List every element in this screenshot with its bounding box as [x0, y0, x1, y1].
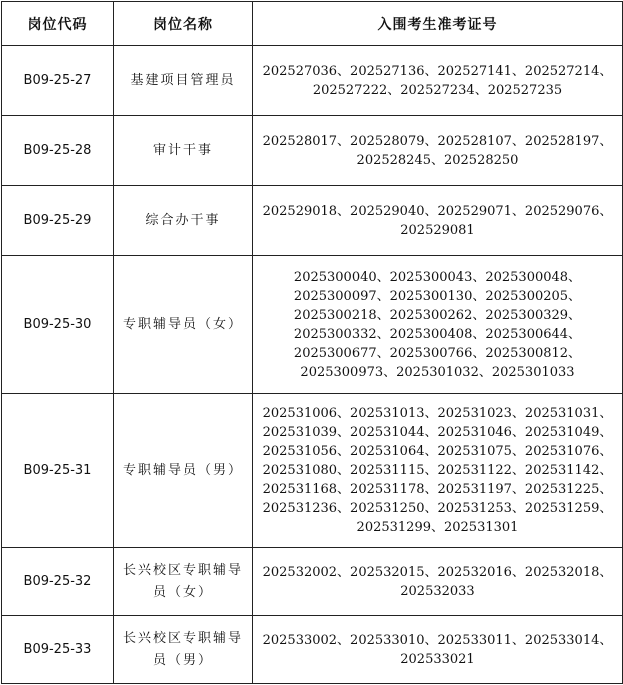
id-line: 202527222、202527234、202527235	[312, 82, 563, 98]
header-row	[2, 2, 623, 46]
position-code: B09-25-30	[2, 256, 114, 394]
admission-table	[1, 1, 623, 684]
table-row	[2, 616, 623, 684]
table-row	[2, 46, 623, 116]
candidate-ids	[253, 186, 623, 256]
id-line: 202527036、202527136、202527141、202527214、	[262, 63, 613, 79]
id-line: 2025300973、2025301032、2025301033	[300, 364, 575, 380]
id-line: 2025300218、2025300262、2025300329、	[293, 307, 582, 323]
position-name: 专职辅导员（女）	[114, 256, 253, 394]
header-ids: 入围考生准考证号	[253, 2, 623, 46]
position-code: B09-25-32	[2, 548, 114, 616]
position-name: 长兴校区专职辅导员（男）	[114, 616, 253, 684]
position-code: B09-25-29	[2, 186, 114, 256]
id-line: 202533021	[400, 651, 475, 667]
candidate-ids	[253, 616, 623, 684]
id-line: 202531168、202531178、202531197、202531225、	[262, 482, 613, 497]
position-code: B09-25-28	[2, 116, 114, 186]
candidate-ids	[253, 46, 623, 116]
header-name: 岗位名称	[114, 2, 253, 46]
id-line: 202532033	[400, 583, 475, 599]
id-line: 202531299、202531301	[356, 520, 519, 535]
id-line: 202528017、202528079、202528107、202528197、	[262, 133, 613, 149]
position-name: 综合办干事	[114, 186, 253, 256]
id-line: 202532002、202532015、202532016、202532018、	[262, 564, 613, 580]
id-line: 202531039、202531044、202531046、202531049、	[262, 425, 613, 440]
position-name: 长兴校区专职辅导员（女）	[114, 548, 253, 616]
id-line: 202529018、202529040、202529071、202529076、	[262, 203, 613, 219]
candidate-ids	[253, 548, 623, 616]
candidate-ids	[253, 256, 623, 394]
table-row	[2, 548, 623, 616]
id-line: 2025300332、2025300408、2025300644、	[293, 326, 582, 342]
position-code: B09-25-33	[2, 616, 114, 684]
id-line: 2025300677、2025300766、2025300812、	[293, 345, 582, 361]
id-line: 202531006、202531013、202531023、202531031、	[262, 406, 613, 421]
position-name: 审计干事	[114, 116, 253, 186]
id-line: 2025300097、2025300130、2025300205、	[293, 288, 582, 304]
table-row	[2, 116, 623, 186]
id-line: 202528245、202528250	[356, 152, 519, 168]
candidate-ids	[253, 394, 623, 548]
position-name: 基建项目管理员	[114, 46, 253, 116]
id-line: 202531056、202531064、202531075、202531076、	[262, 444, 613, 459]
id-line: 202531080、202531115、202531122、202531142、	[262, 463, 613, 478]
id-line: 202531236、202531250、202531253、202531259、	[262, 501, 613, 516]
position-name: 专职辅导员（男）	[114, 394, 253, 548]
id-line: 202533002、202533010、202533011、202533014、	[262, 632, 613, 648]
header-code: 岗位代码	[2, 2, 114, 46]
candidate-ids	[253, 116, 623, 186]
id-line: 202529081	[400, 222, 475, 238]
position-code: B09-25-31	[2, 394, 114, 548]
table-row	[2, 394, 623, 548]
position-code: B09-25-27	[2, 46, 114, 116]
id-line: 2025300040、2025300043、2025300048、	[293, 269, 582, 285]
table-row	[2, 186, 623, 256]
table-row	[2, 256, 623, 394]
table-body	[2, 46, 623, 684]
